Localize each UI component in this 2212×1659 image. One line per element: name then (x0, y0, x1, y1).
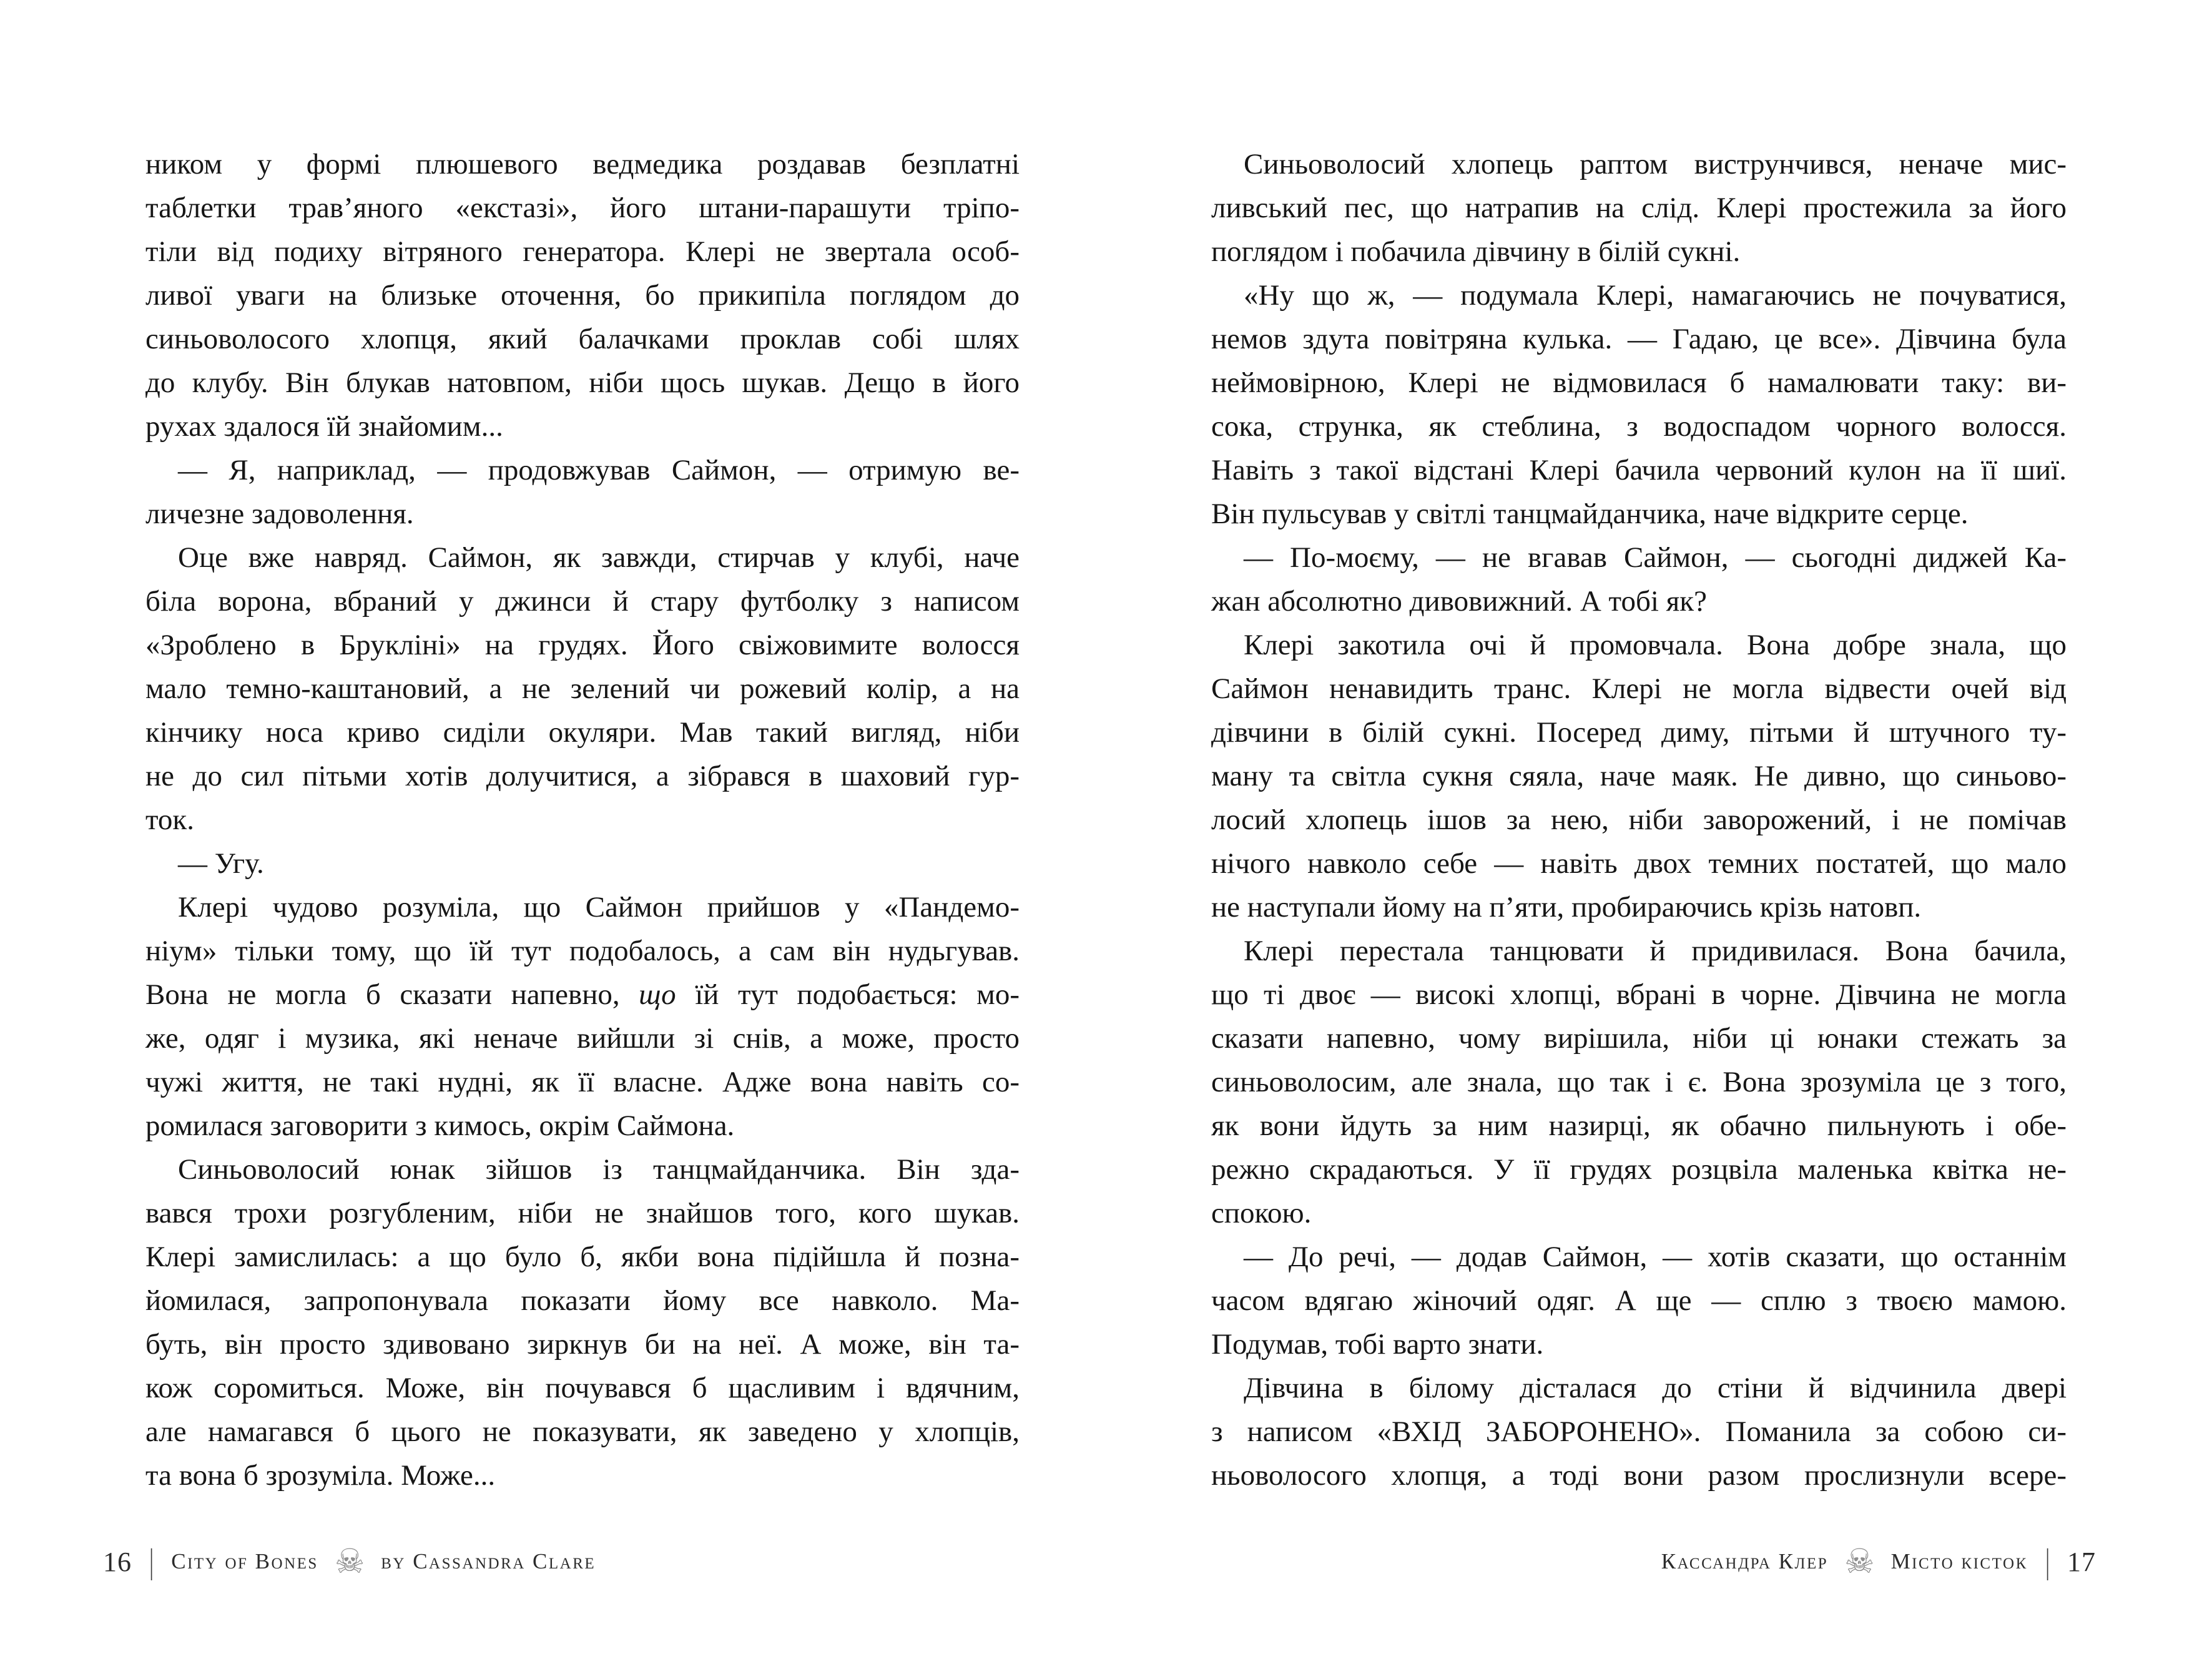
text-line: таблетки трав’яного «екстазі», його штани-парашути тріпо- (145, 192, 1020, 224)
text-line: неймовірною, Клері не відмовилася б намалювати таку: ви- (1211, 367, 2067, 399)
footer-book-title: City of Bones (171, 1549, 318, 1573)
paragraph (1211, 929, 2067, 1235)
paragraph (145, 536, 1020, 842)
footer-divider: | (149, 1542, 154, 1581)
paragraph (1211, 273, 2067, 536)
text-line: ливський пес, що натрапив на слід. Клері простежила за його (1211, 192, 2067, 224)
page-left-text (145, 142, 1020, 1497)
text-line: Синьоволосий хлопець раптом виструнчився, неначе мис- (1244, 148, 2067, 180)
text-line: сказати напевно, чому вирішила, ніби ці юнаки стежать за (1211, 1022, 2067, 1055)
page-left-footer (103, 1535, 596, 1588)
text-line: вався трохи розгубленим, ніби не знайшов того, кого шукав. (145, 1197, 1020, 1229)
text-line: рухах здалося їй знайомим... (145, 410, 503, 443)
text-line: лосий хлопець ішов за нею, ніби заворожений, і не помічав (1211, 804, 2067, 836)
page-right-text (1211, 142, 2067, 1497)
text-line: ньоволосого хлопця, а тоді вони разом прослизнули всере- (1211, 1459, 2067, 1492)
text-line: сока, струнка, як стеблина, з водоспадом чорного волосся. (1211, 410, 2067, 443)
text-line: — По-моєму, — не вгавав Саймон, — сьогодні диджей Ка- (1244, 541, 2067, 574)
text-line: кож соромиться. Може, він почувався б щасливим і вдячним, (145, 1372, 1020, 1404)
text-line: ромилася заговорити з кимось, окрім Саймона. (145, 1110, 735, 1142)
paragraph (1211, 142, 2067, 273)
paragraph (1211, 536, 2067, 623)
text-line: ником у формі плюшевого ведмедика роздавав безплатні (145, 148, 1020, 180)
text-line: не наступали йому на п’яти, пробираючись крізь натовп. (1211, 891, 1922, 923)
text-line: кінчику носа криво сиділи окуляри. Мав такий вигляд, ніби (145, 716, 1020, 749)
text-line: мало темно-каштановий, а не зелений чи рожевий колір, а на (145, 672, 1020, 705)
text-line: немов здута повітряна кулька. — Гадаю, це все». Дівчина була (1211, 323, 2067, 355)
page-number-right: 17 (2067, 1546, 2096, 1577)
footer-author: Кассандра Клер (1661, 1549, 1829, 1573)
text-line: тіли від подиху вітряного генератора. Клері не звертала особ- (145, 235, 1020, 268)
text-line: же, одяг і музика, які неначе вийшли зі снів, а може, просто (145, 1022, 1020, 1055)
footer-book-title: Місто кісток (1890, 1549, 2028, 1573)
text-line: Навіть з такої відстані Клері бачила червоний кулон на її шиї. (1211, 454, 2067, 486)
text-line: Вона не могла б сказати напевно, що їй тут подобається: мо- (145, 978, 1020, 1011)
text-line: Подумав, тобі варто знати. (1211, 1328, 1544, 1361)
paragraph (145, 1148, 1020, 1497)
text-line: що ті двоє — високі хлопці, вбрані в чорне. Дівчина не могла (1211, 978, 2067, 1011)
text-line: Клері закотила очі й промовчала. Вона добре знала, що (1244, 629, 2067, 661)
text-line: синьоволосого хлопця, який балачками проклав собі шлях (145, 323, 1020, 355)
text-line: дівчини в білій сукні. Посеред диму, пітьми й штучного ту- (1211, 716, 2067, 749)
text-line: Оце вже навряд. Саймон, як завжди, стирчав у клубі, наче (178, 541, 1020, 574)
text-line: «Зроблено в Брукліні» на грудях. Його свіжовимите волосся (145, 629, 1020, 661)
text-line: з написом «ВХІД ЗАБОРОНЕНО». Поманила за собою си- (1211, 1415, 2067, 1448)
text-line: чужі життя, не такі нудні, як її власне. Адже вона навіть со- (145, 1066, 1020, 1098)
text-line: та вона б зрозуміла. Може... (145, 1459, 496, 1492)
text-line: але намагався б цього не показувати, як заведено у хлопців, (145, 1415, 1020, 1448)
text-line: до клубу. Він блукав натовпом, ніби щось шукав. Дещо в його (145, 367, 1020, 399)
page-number-left: 16 (103, 1546, 132, 1577)
footer-author: by Cassandra Clare (381, 1549, 596, 1573)
text-line: режно скрадаються. У її грудях розцвіла маленька квітка не- (1211, 1153, 2067, 1186)
text-line: жан абсолютно дивовижний. А тобі як? (1211, 585, 1707, 618)
paragraph (145, 842, 1020, 885)
text-line: Клері замислилась: а що було б, якби вона підійшла й позна- (145, 1241, 1020, 1273)
paragraph (145, 448, 1020, 536)
text-line: — До речі, — додав Саймон, — хотів сказати, що останнім (1244, 1241, 2067, 1273)
text-line: личезне задоволення. (145, 498, 414, 530)
paragraph (1211, 1366, 2067, 1497)
skull-crossbones-icon: ☠ (1844, 1542, 1875, 1581)
text-line: ніум» тільки тому, що їй тут подобалось, а сам він нудьгував. (145, 935, 1020, 967)
text-line: Дівчина в білому дісталася до стіни й відчинила двері (1244, 1372, 2067, 1404)
text-line: «Ну що ж, — подумала Клері, намагаючись не почуватися, (1244, 279, 2067, 312)
text-line: Він пульсував у світлі танцмайданчика, наче відкрите серце. (1211, 498, 1969, 530)
text-line: нічого навколо себе — навіть двох темних постатей, що мало (1211, 847, 2067, 880)
text-line: Синьоволосий юнак зійшов із танцмайданчика. Він зда- (178, 1153, 1020, 1186)
text-line: ману та світла сукня сяяла, наче маяк. Не дивно, що синьово- (1211, 760, 2067, 792)
skull-crossbones-icon: ☠ (334, 1542, 365, 1581)
text-line: — Я, наприклад, — продовжував Саймон, — отримую ве- (178, 454, 1020, 486)
text-line: Клері чудово розуміла, що Саймон прийшов у «Пандемо- (178, 891, 1020, 923)
page-right-footer (1661, 1535, 2096, 1588)
paragraph (1211, 623, 2067, 929)
text-line: синьоволосим, але знала, що так і є. Вона зрозуміла це з того, (1211, 1066, 2067, 1098)
text-line: ливої уваги на близьке оточення, бо прикипіла поглядом до (145, 279, 1020, 312)
text-line: йомилася, запропонувала показати йому все навколо. Ма- (145, 1284, 1020, 1317)
paragraph (1211, 1235, 2067, 1366)
text-line: як вони йдуть за ним назирці, як обачно пильнують і обе- (1211, 1110, 2067, 1142)
footer-divider: | (2045, 1542, 2050, 1581)
paragraph (145, 885, 1020, 1148)
text-line: Клері перестала танцювати й придивилася. Вона бачила, (1244, 935, 2067, 967)
text-line: часом вдягаю жіночий одяг. А ще — сплю з твоєю мамою. (1211, 1284, 2067, 1317)
paragraph (145, 142, 1020, 448)
text-line: поглядом і побачила дівчину в білій сукні. (1211, 235, 1741, 268)
text-line: ток. (145, 804, 195, 836)
text-line: біла ворона, вбраний у джинси й стару футболку з написом (145, 585, 1020, 618)
text-line: Саймон ненавидить транс. Клері не могла відвести очей від (1211, 672, 2067, 705)
text-line: буть, він просто здивовано зиркнув би на неї. А може, він та- (145, 1328, 1020, 1361)
text-line: — Угу. (178, 847, 264, 880)
text-line: не до сил пітьми хотів долучитися, а зібрався в шаховий гур- (145, 760, 1020, 792)
text-line: спокою. (1211, 1197, 1312, 1229)
